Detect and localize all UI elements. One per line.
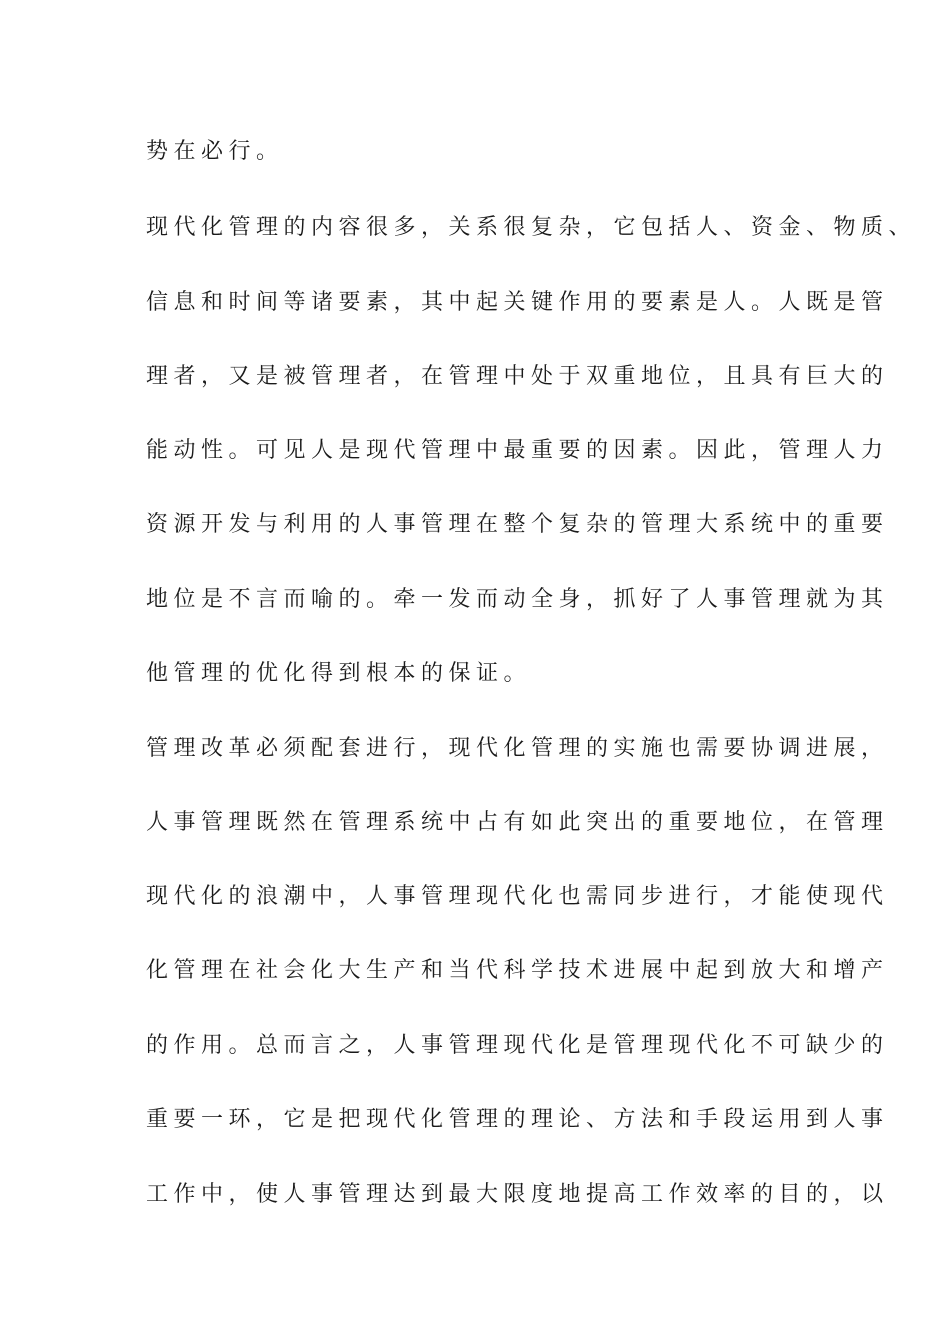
text-line: 势在必行。	[146, 139, 284, 164]
text-line: 能动性。可见人是现代管理中最重要的因素。因此，管理人力	[146, 438, 889, 463]
text-line: 地位是不言而喻的。牵一发而动全身，抓好了人事管理就为其	[146, 587, 889, 612]
text-line: 理者，又是被管理者，在管理中处于双重地位，且具有巨大的	[146, 364, 889, 389]
text-line: 管理改革必须配套进行，现代化管理的实施也需要协调进展，	[146, 736, 889, 761]
text-line: 现代化的浪潮中，人事管理现代化也需同步进行，才能使现代	[146, 884, 889, 909]
text-line: 人事管理既然在管理系统中占有如此突出的重要地位，在管理	[146, 810, 889, 835]
text-line: 信息和时间等诸要素，其中起关键作用的要素是人。人既是管	[146, 290, 889, 315]
text-line: 工作中，使人事管理达到最大限度地提高工作效率的目的，以	[146, 1182, 889, 1207]
text-line: 他管理的优化得到根本的保证。	[146, 661, 532, 686]
text-line: 现代化管理的内容很多，关系很复杂，它包括人、资金、物质、	[146, 215, 917, 240]
text-line: 化管理在社会化大生产和当代科学技术进展中起到放大和增产	[146, 958, 889, 983]
text-line: 的作用。总而言之，人事管理现代化是管理现代化不可缺少的	[146, 1033, 889, 1058]
text-line: 重要一环，它是把现代化管理的理论、方法和手段运用到人事	[146, 1107, 889, 1132]
text-line: 资源开发与利用的人事管理在整个复杂的管理大系统中的重要	[146, 512, 889, 537]
